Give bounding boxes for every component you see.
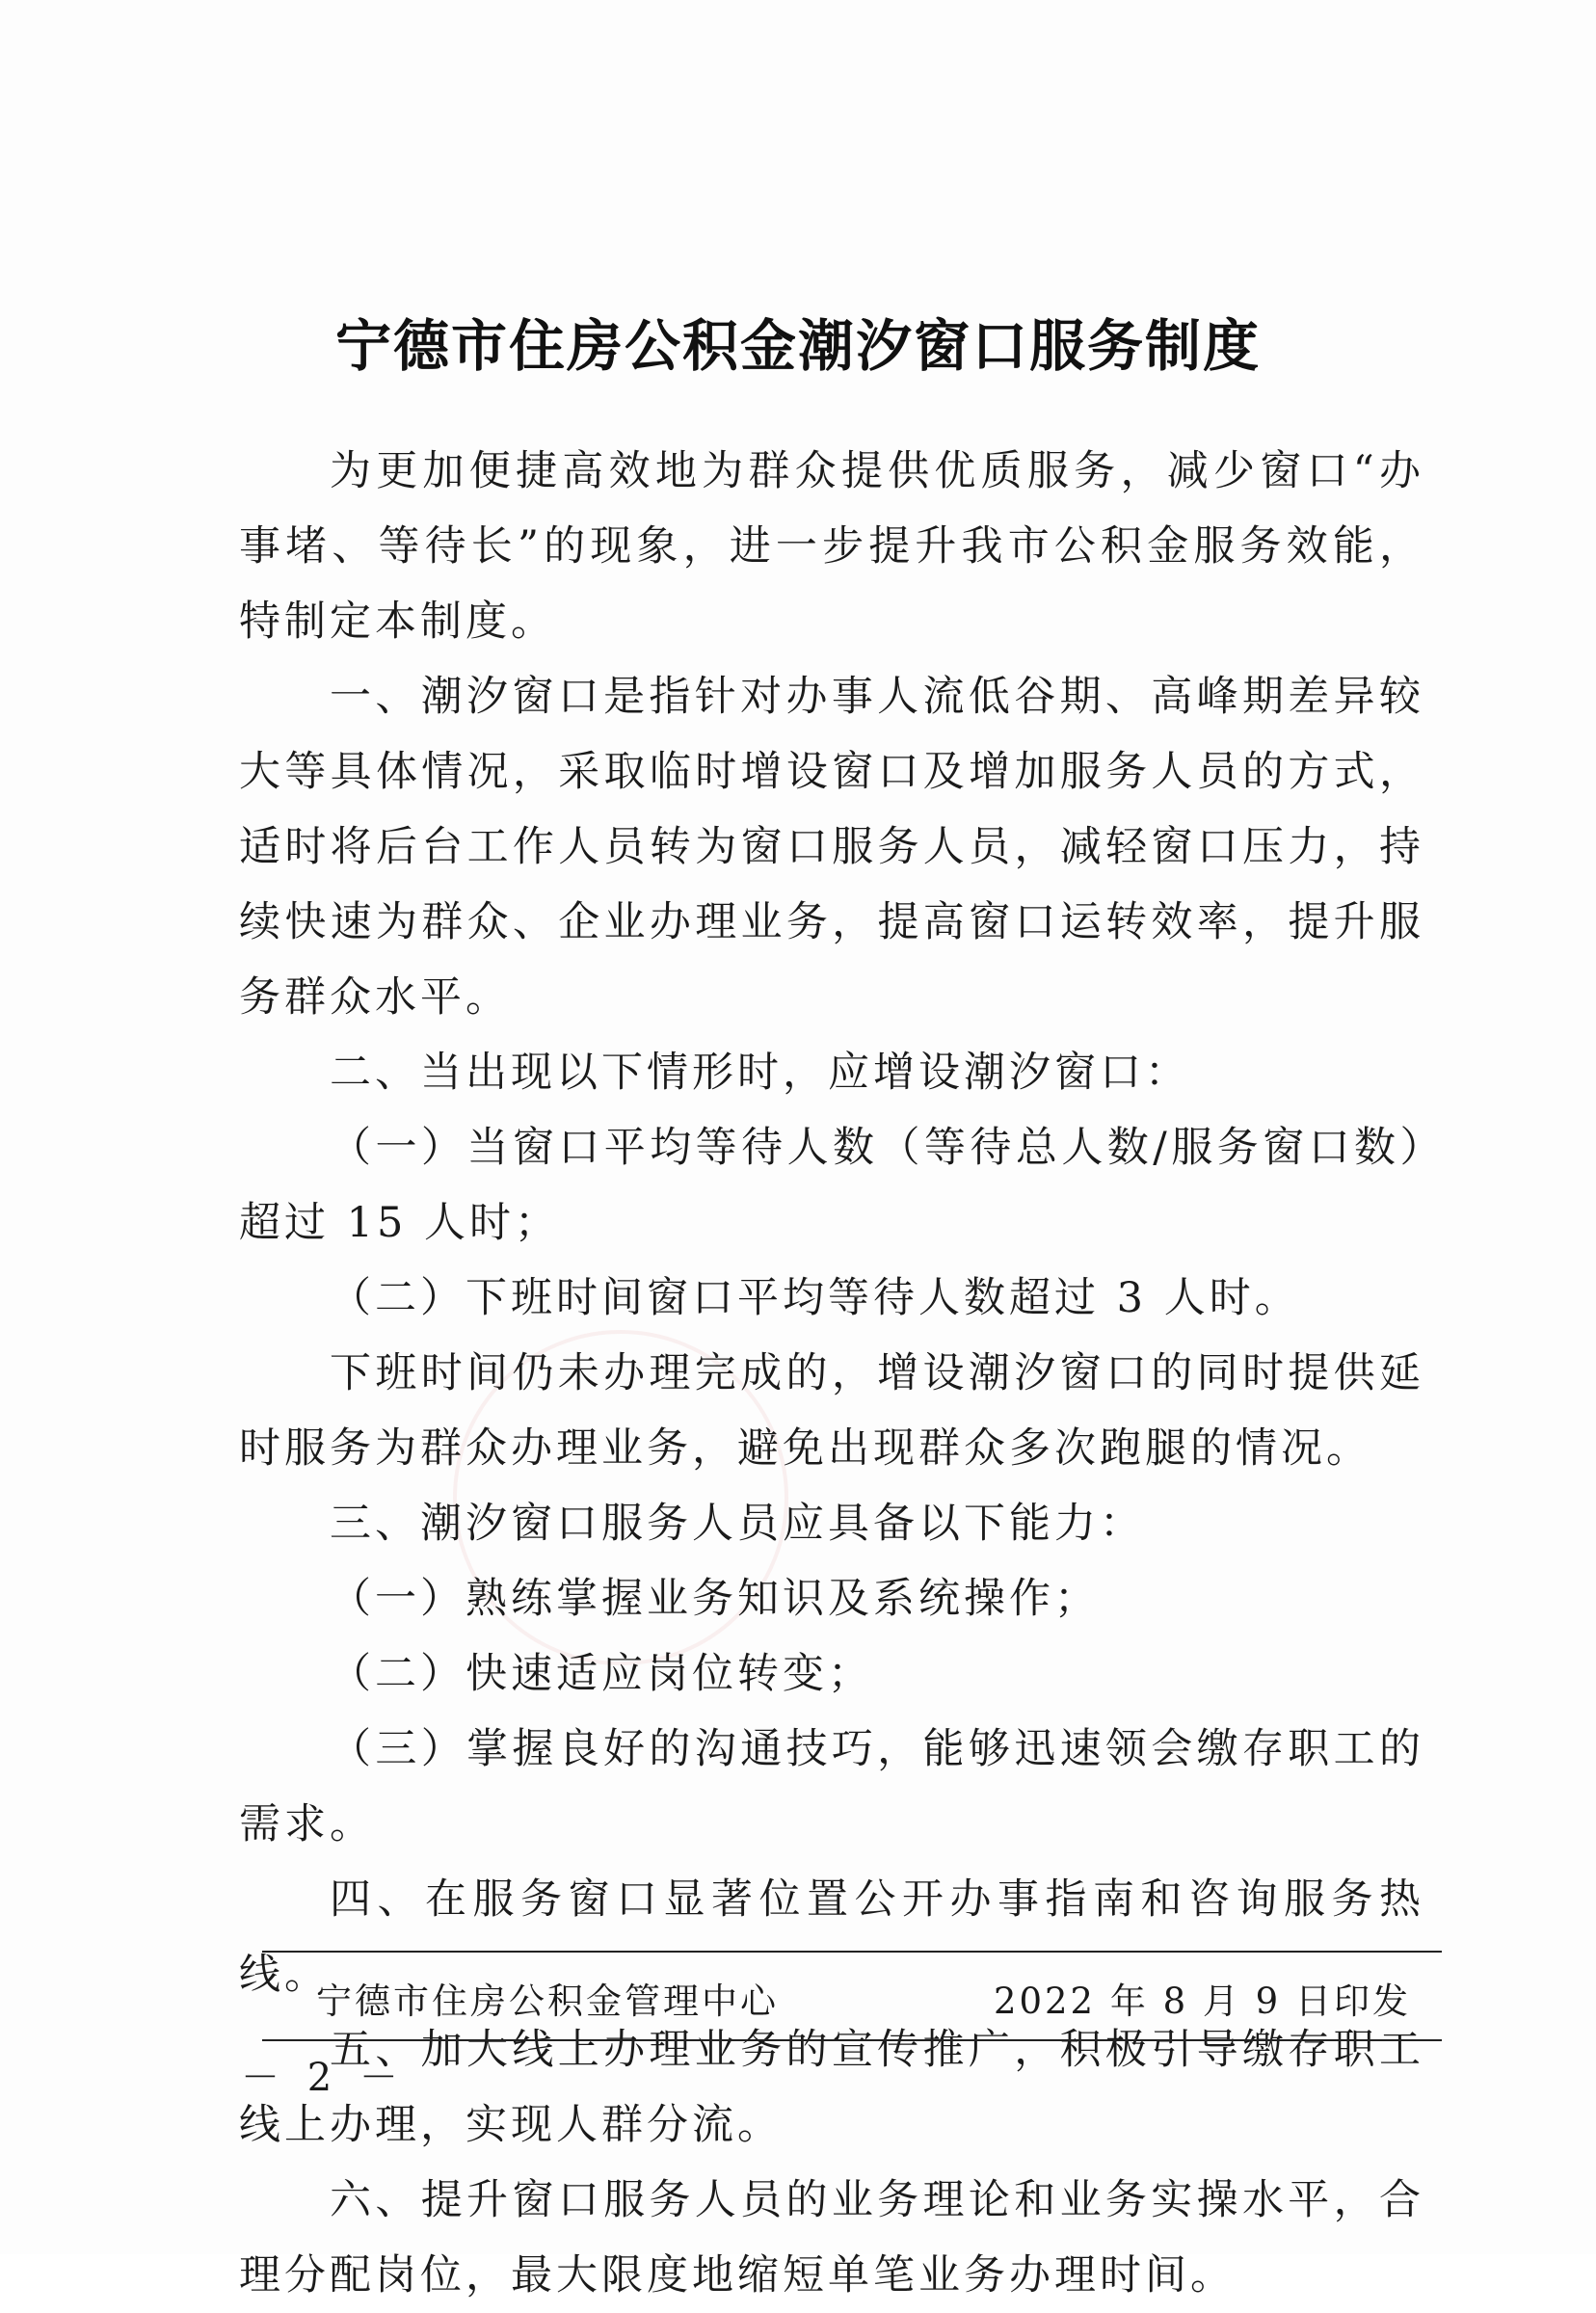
paragraph-section-6: 六、提升窗口服务人员的业务理论和业务实操水平，合理分配岗位，最大限度地缩短单笔业务办理时间。 xyxy=(239,2176,1424,2300)
paragraph-section-2-item-2: （二）下班时间窗口平均等待人数超过 3 人时。 xyxy=(330,1274,1300,1322)
paragraph-section-2-note: 下班时间仍未办理完成的，增设潮汐窗口的同时提供延时服务为群众办理业务，避免出现群众多次跑腿的情况。 xyxy=(239,1349,1424,1473)
document-title: 宁德市住房公积金潮汐窗口服务制度 xyxy=(334,313,1261,379)
paragraph-section-2: 二、当出现以下情形时，应增设潮汐窗口： xyxy=(330,1049,1190,1097)
issue-date: 2022 年 8 月 9 日印发 xyxy=(993,1981,1411,2022)
paragraph-section-3: 三、潮汐窗口服务人员应具备以下能力： xyxy=(330,1500,1145,1548)
issuance-footer xyxy=(262,1951,1442,2041)
paragraph-section-3-item-1: （一）熟练掌握业务知识及系统操作； xyxy=(330,1575,1100,1623)
paragraph-section-5: 五、加大线上办理业务的宣传推广，积极引导缴存职工线上办理，实现人群分流。 xyxy=(239,2026,1424,2149)
paragraph-section-3-item-2: （二）快速适应岗位转变； xyxy=(330,1650,873,1698)
paragraph-section-1: 一、潮汐窗口是指针对办事人流低谷期、高峰期差异较大等具体情况，采取临时增设窗口及增加服务人员的方式，适时将后台工作人员转为窗口服务人员，减轻窗口压力，持续快速为群众、企业办理业务，提高窗口运转效率，提升服务群众水平。 xyxy=(239,673,1424,1022)
issuer-name: 宁德市住房公积金管理中心 xyxy=(316,1981,779,2022)
paragraph-section-3-item-3: （三）掌握良好的沟通技巧，能够迅速领会缴存职工的需求。 xyxy=(239,1725,1424,1848)
paragraph-section-4: 四、在服务窗口显著位置公开办事指南和咨询服务热线。 xyxy=(239,1875,1424,1999)
page-number: － 2 － xyxy=(241,2056,406,2100)
paragraph-section-2-item-1: （一）当窗口平均等待人数（等待总人数/服务窗口数）超过 15 人时； xyxy=(239,1124,1424,1247)
paragraph-intro: 为更加便捷高效地为群众提供优质服务，减少窗口“办事堵、等待长”的现象，进一步提升我市公积金服务效能，特制定本制度。 xyxy=(239,447,1424,646)
